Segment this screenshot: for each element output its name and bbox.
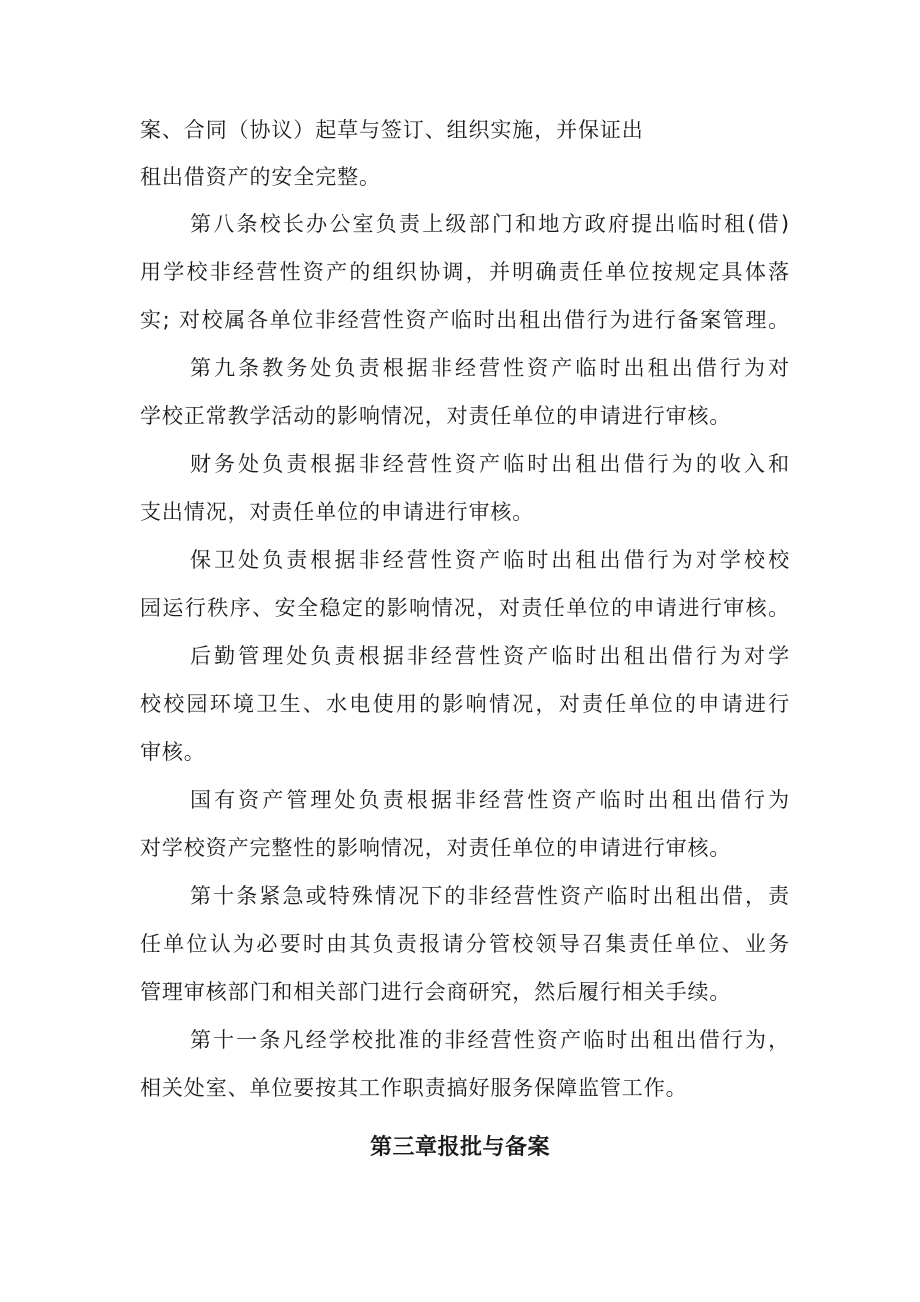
text-line: 管理审核部门和相关部门进行会商研究，然后履行相关手续。 [140, 980, 732, 1004]
security-paragraph-line: 保卫处负责根据非经营性资产临时出租出借行为对学校校 [190, 548, 790, 572]
chapter-heading: 第三章报批与备案 [369, 1135, 550, 1160]
text-line: 园运行秩序、安全稳定的影响情况，对责任单位的申请进行审核。 [140, 596, 790, 620]
text-line: 对学校资产完整性的影响情况，对责任单位的申请进行审核。 [140, 836, 732, 860]
text-line: 租出借资产的安全完整。 [140, 165, 381, 189]
logistics-paragraph-line: 后勤管理处负责根据非经营性资产临时出租出借行为对学 [190, 644, 790, 668]
article-9-line: 第九条教务处负责根据非经营性资产临时出租出借行为对 [190, 356, 790, 380]
article-10-line: 第十条紧急或特殊情况下的非经营性资产临时出租出借，责 [190, 884, 790, 908]
text-line: 相关处室、单位要按其工作职责搞好服务保障监管工作。 [140, 1076, 688, 1100]
finance-paragraph-line: 财务处负责根据非经营性资产临时出租出借行为的收入和 [190, 452, 790, 476]
text-line: 用学校非经营性资产的组织协调，并明确责任单位按规定具体落 [140, 260, 790, 284]
text-line: 案、合同（协议）起草与签订、组织实施，并保证出 [140, 118, 644, 142]
text-line: 学校正常教学活动的影响情况，对责任单位的申请进行审核。 [140, 404, 732, 428]
text-line: 支出情况，对责任单位的申请进行审核。 [140, 500, 535, 524]
article-8-line: 第八条校长办公室负责上级部门和地方政府提出临时租(借) [190, 212, 790, 236]
article-11-line: 第十一条凡经学校批准的非经营性资产临时出租出借行为， [190, 1028, 790, 1052]
text-line: 实; 对校属各单位非经营性资产临时出租出借行为进行备案管理。 [140, 308, 790, 332]
text-line: 校校园环境卫生、水电使用的影响情况，对责任单位的申请进行 [140, 692, 790, 716]
text-line: 任单位认为必要时由其负责报请分管校领导召集责任单位、业务 [140, 932, 790, 956]
text-line: 审核。 [140, 740, 206, 764]
assets-paragraph-line: 国有资产管理处负责根据非经营性资产临时出租出借行为 [190, 788, 790, 812]
